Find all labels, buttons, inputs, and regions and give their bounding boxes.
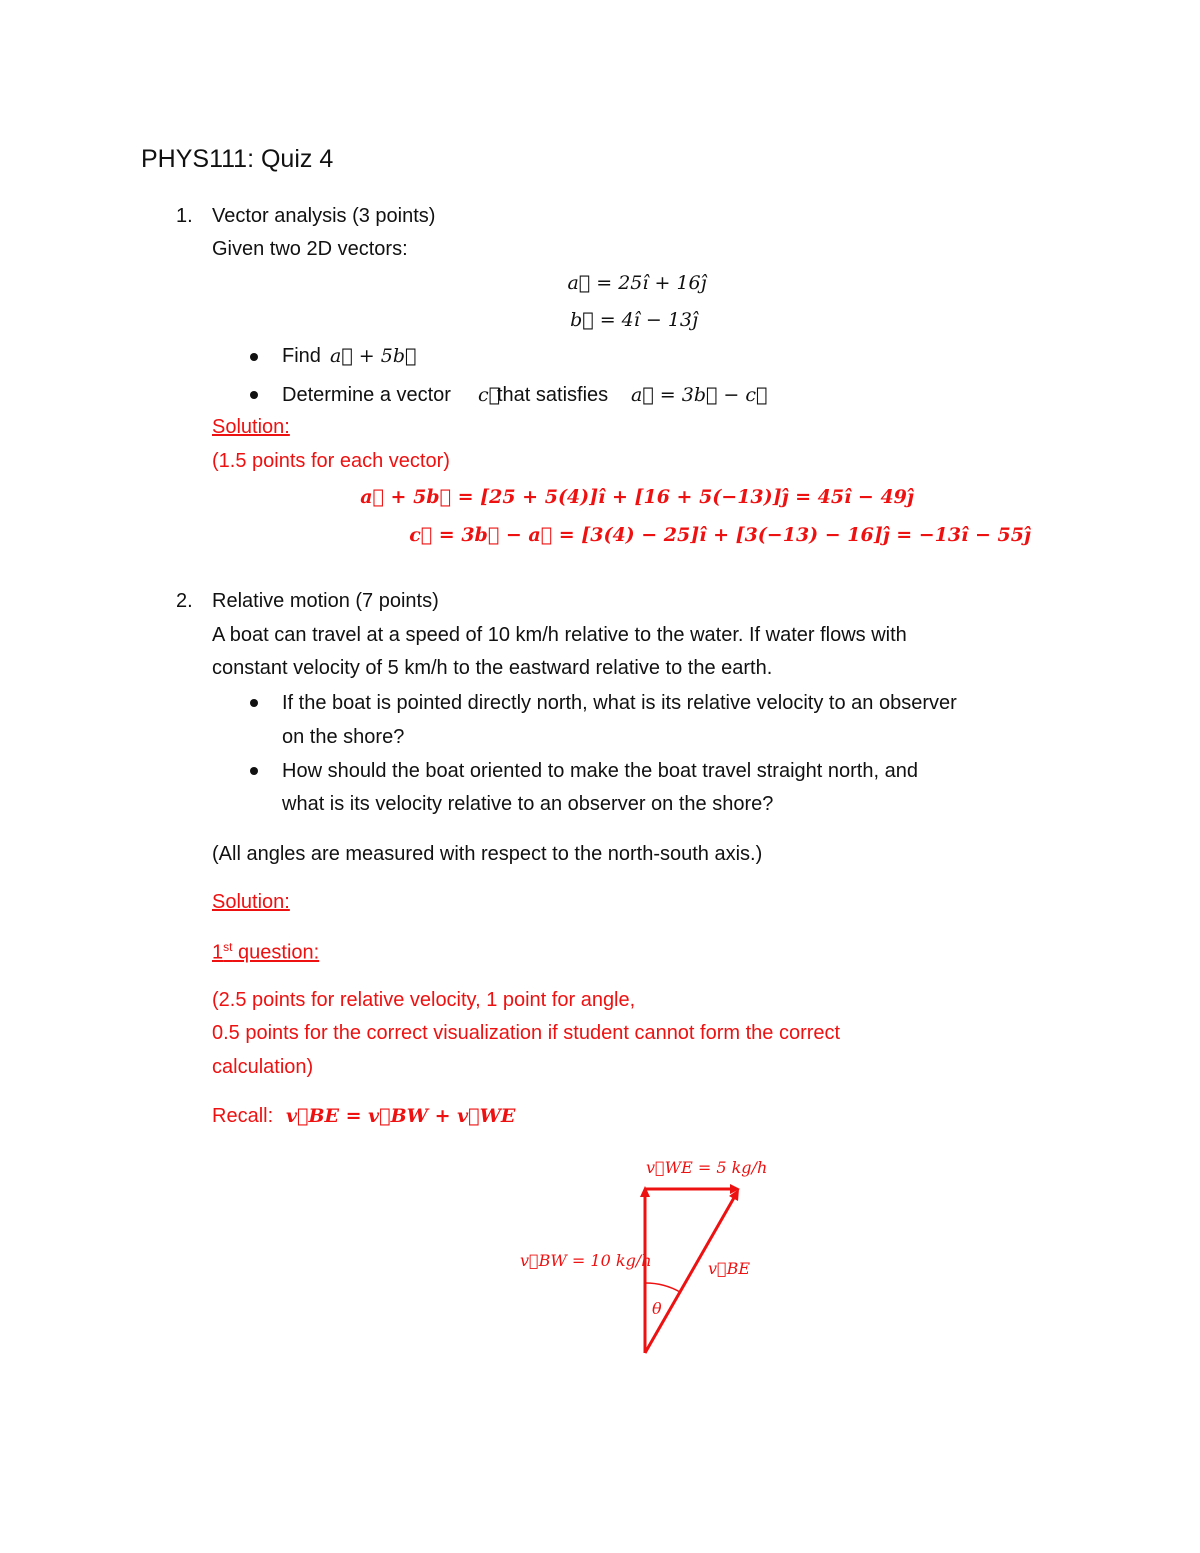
q2-number: 2.: [176, 590, 193, 612]
theta-label: θ: [652, 1299, 662, 1318]
q1-bullet2-text1: Determine a vector: [282, 384, 451, 406]
theta-arc: [645, 1283, 680, 1292]
q1-solution-eq1: a⃗ + 5b⃗ = [25 + 5(4)]î + [16 + 5(−13)]ĵ = 45î − 49ĵ: [360, 486, 914, 508]
q2-bullet1-line1: If the boat is pointed directly north, what is its relative velocity to an observer: [282, 692, 957, 714]
q2-first-question-label: 1st question:: [212, 940, 320, 964]
q2-points-line3: calculation): [212, 1056, 314, 1078]
q2-angles-note: (All angles are measured with respect to the north-south axis.): [212, 843, 763, 865]
q1-bullet1-text: Find: [282, 345, 321, 367]
q2-line2: constant velocity of 5 km/h to the eastward relative to the earth.: [212, 657, 773, 679]
q2-bullet2-line2: what is its velocity relative to an observer on the shore?: [282, 793, 774, 815]
q2-solution-label: Solution:: [212, 891, 290, 913]
q2-recall-equation: v⃗BE = v⃗BW + v⃗WE: [286, 1105, 516, 1127]
q2-heading: Relative motion (7 points): [212, 590, 439, 612]
q1-heading: Vector analysis (3 points): [212, 205, 436, 227]
q2-bullet2-line1: How should the boat oriented to make the boat travel straight north, and: [282, 760, 918, 782]
q1-eq-b: b⃗ = 4î − 13ĵ: [570, 309, 698, 331]
q2-points-line1: (2.5 points for relative velocity, 1 point for angle,: [212, 989, 636, 1011]
q1-bullet2-text2: that satisfies: [497, 384, 609, 406]
q1-solution-eq2: c⃗ = 3b⃗ − a⃗ = [3(4) − 25]î + [3(−13) − 16]ĵ = −13î − 55ĵ: [409, 524, 1031, 546]
q1-bullet1-math: a⃗ + 5b⃗: [330, 345, 417, 367]
q1-eq-a: a⃗ = 25î + 16ĵ: [567, 272, 707, 294]
q2-points-line2: 0.5 points for the correct visualization if student cannot form the correct: [212, 1022, 841, 1044]
v-be-label: v⃗BE: [708, 1259, 751, 1278]
q2-recall-label: Recall:: [212, 1105, 274, 1127]
q1-bullet2-math2: a⃗ = 3b⃗ − c⃗: [631, 384, 768, 406]
q1-points-note: (1.5 points for each vector): [212, 450, 450, 472]
q1-intro: Given two 2D vectors:: [212, 238, 408, 260]
q2-line1: A boat can travel at a speed of 10 km/h relative to the water. If water flows with: [212, 624, 907, 646]
q1-solution-label: Solution:: [212, 416, 290, 438]
q1-number: 1.: [176, 205, 193, 227]
q1-bullet2-math1: c⃗: [478, 384, 501, 406]
v-bw-label: v⃗BW = 10 kg/h: [520, 1251, 652, 1270]
v-we-label: v⃗WE = 5 kg/h: [646, 1158, 768, 1177]
page-title: PHYS111: Quiz 4: [141, 145, 334, 173]
q2-bullet1-line2: on the shore?: [282, 726, 405, 748]
